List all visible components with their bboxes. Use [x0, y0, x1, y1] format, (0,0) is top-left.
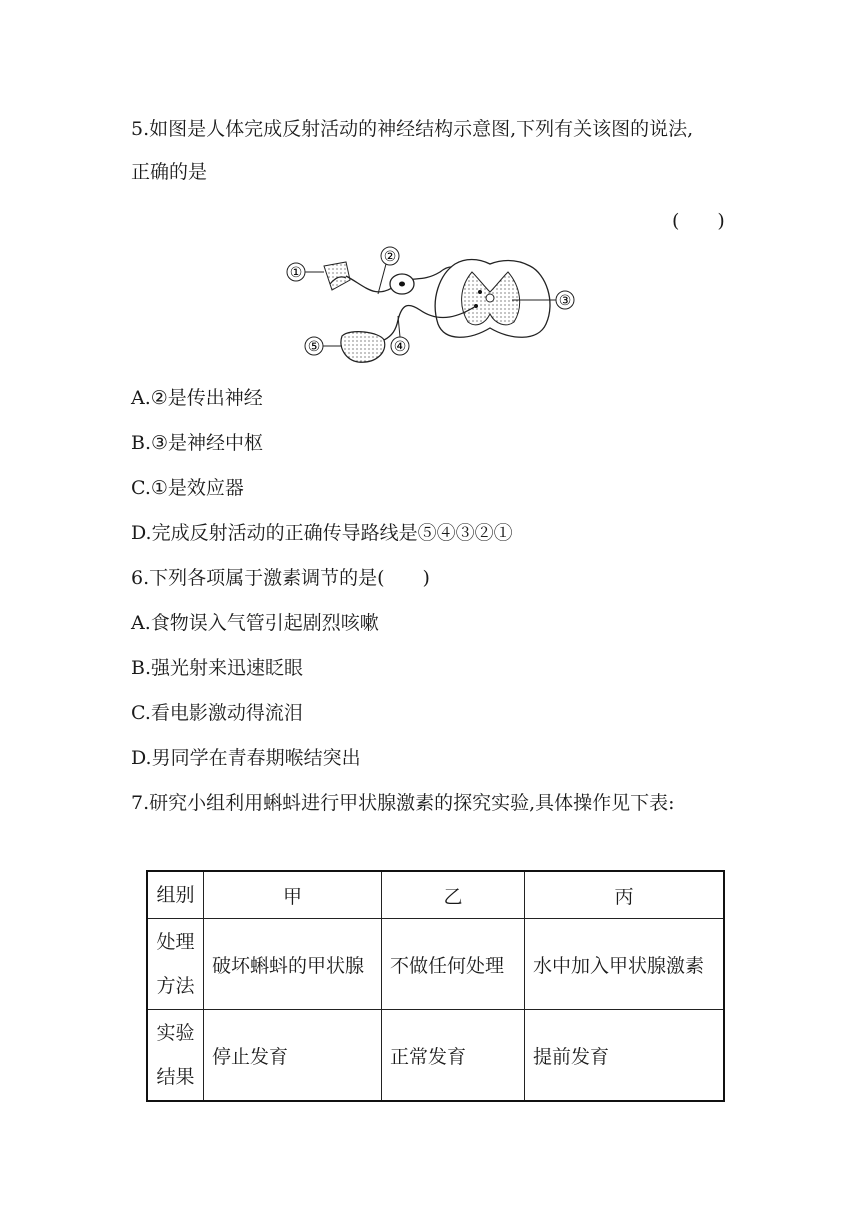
figure-label-2: ② [383, 249, 397, 265]
header-cell-bing: 丙 [525, 871, 725, 919]
spinal-cord [435, 260, 550, 338]
cell-result-jia: 停止发育 [204, 1010, 382, 1102]
q6-stem: 6.下列各项属于激素调节的是( ) [131, 567, 430, 589]
q5-stem-line1: 5.如图是人体完成反射活动的神经结构示意图,下列有关该图的说法, [131, 118, 694, 140]
figure-label-3: ③ [558, 293, 572, 309]
q5-option-c: C.①是效应器 [131, 477, 244, 499]
cell-method-yi: 不做任何处理 [382, 919, 525, 1010]
q7-stem: 7.研究小组利用蝌蚪进行甲状腺激素的探究实验,具体操作见下表: [131, 792, 675, 814]
q5-answer-blank: ( ) [672, 210, 725, 232]
cell-method-jia: 破坏蝌蚪的甲状腺 [204, 919, 382, 1010]
table-row-method [147, 919, 724, 1010]
q6-option-c: C.看电影激动得流泪 [131, 702, 303, 724]
figure-label-1: ① [289, 265, 303, 281]
header-cell-group: 组别 [147, 871, 204, 919]
q6-option-d: D.男同学在青春期喉结突出 [131, 747, 361, 769]
cell-method-bing: 水中加入甲状腺激素 [525, 919, 725, 1010]
row-label-result: 实验 结果 [147, 1010, 204, 1102]
q5-stem-line2: 正确的是 [131, 161, 208, 183]
cell-result-yi: 正常发育 [382, 1010, 525, 1102]
experiment-table [146, 870, 725, 1102]
table-row-result [147, 1010, 724, 1102]
header-cell-jia: 甲 [204, 871, 382, 919]
q6-option-b: B.强光射来迅速眨眼 [131, 657, 304, 679]
q6-option-a: A.食物误入气管引起剧烈咳嗽 [131, 612, 379, 634]
figure-label-5: ⑤ [307, 339, 321, 355]
table-header-row [147, 871, 724, 919]
reflex-arc-figure [280, 244, 590, 372]
effector-structure [341, 332, 385, 363]
q5-option-d: D.完成反射活动的正确传导路线是⑤④③②① [131, 522, 513, 544]
figure-label-4: ④ [393, 339, 407, 355]
cell-result-bing: 提前发育 [525, 1010, 725, 1102]
q5-option-a: A.②是传出神经 [131, 387, 263, 409]
row-label-method: 处理 方法 [147, 919, 204, 1010]
header-cell-yi: 乙 [382, 871, 525, 919]
q5-option-b: B.③是神经中枢 [131, 432, 264, 454]
